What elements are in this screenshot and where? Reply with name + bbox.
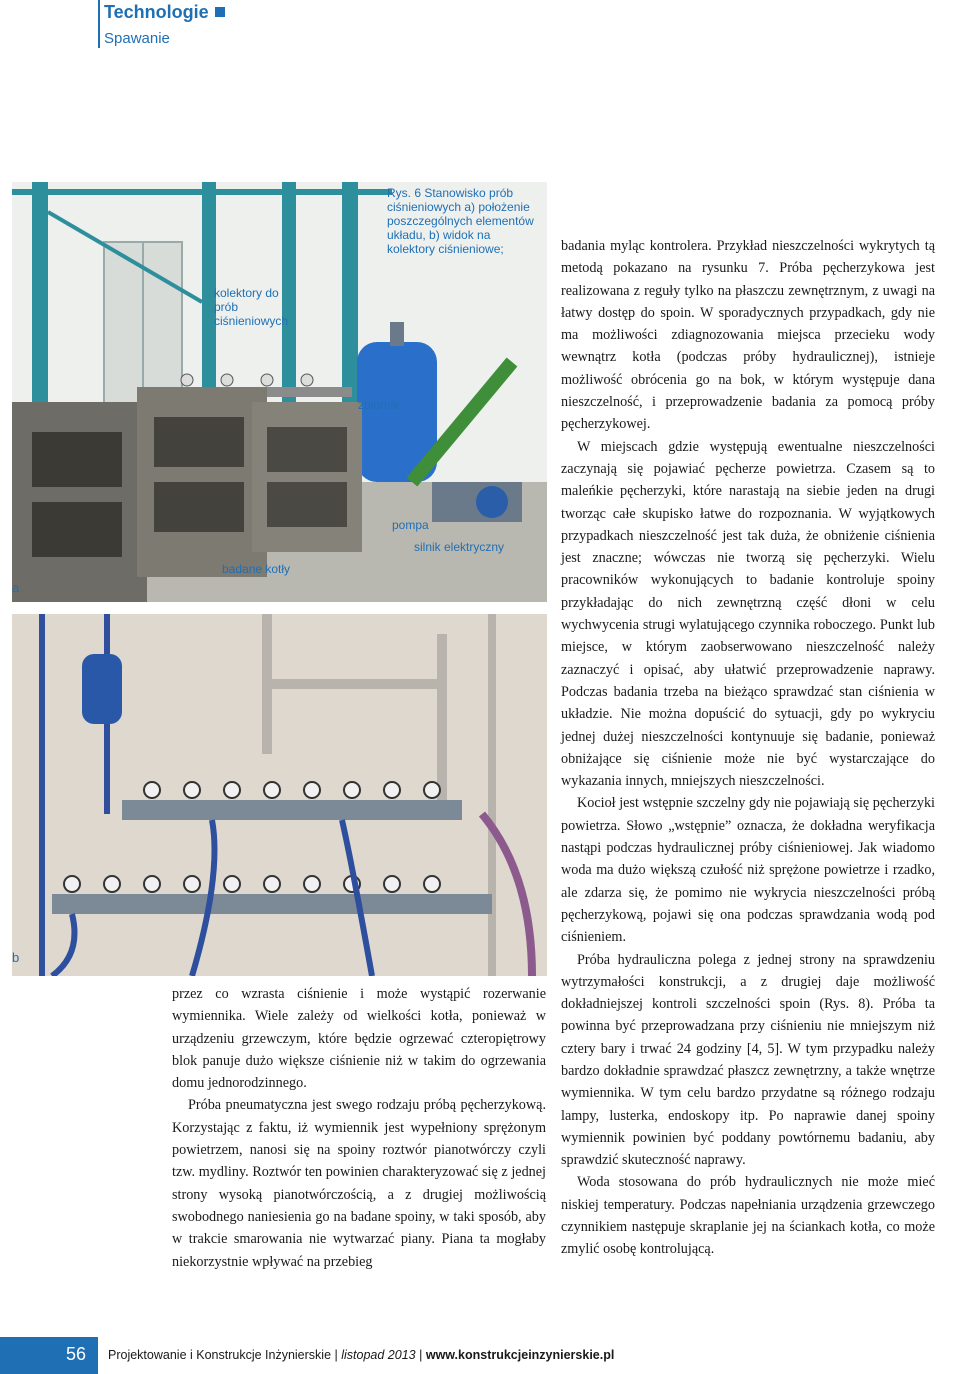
- page-number: 56: [66, 1344, 87, 1364]
- label-silnik: silnik elektryczny: [414, 540, 505, 554]
- paragraph: badania myląc kontrolera. Przykład nieszczelności wykrytych tą metodą pokazano na rysunku 7. Próba pęcherzykowa jest realizowana z reguły tylko na płaszczu zewnętrznym, z uwagi na łatwy dostęp do spoin. W sporadycznych przypadkach, gdy nie ma możliwości zdiagnozowania miejsca przecieku wody wewnątrz kotła (podczas próby hydraulicznej), istnieje możliwość obrócenia go na bok, w którym występuje dana nieszczelność, i przeprowadzenie badania za pomocą próby pęcherzykowej.: [561, 238, 935, 433]
- label-kolektory: kolektory do prób ciśnieniowych: [214, 286, 289, 328]
- panel-letter-b: b: [12, 950, 20, 965]
- section-subtitle: Spawanie: [104, 30, 170, 47]
- paragraph: Próba pneumatyczna jest swego rodzaju próbą pęcherzykową. Korzystając z faktu, iż wymiennik jest wypełniony sprężonym powietrzem, nanosi się na spoiny roztwór pianotwórczy czyli tzw. mydliny. Roztwór ten powinien charakteryzować się z jednej strony wysoką pianotwórczością, a z drugiej możliwością swobodnego naniesienia go na badane spoiny, w taki sposób, aby w trakcie smarowania nie wytwarzać piany. Piana ta mogłaby niekorzystnie wpływać na przebieg: [172, 1097, 546, 1270]
- section-title: Technologie: [104, 2, 225, 23]
- square-icon: [215, 7, 225, 17]
- header-rule: [98, 0, 100, 48]
- footer-separator: |: [419, 1348, 423, 1362]
- footer-separator: |: [334, 1348, 338, 1362]
- label-pompa: pompa: [392, 518, 429, 532]
- figure-photo-b: [12, 614, 547, 976]
- right-column: [561, 235, 935, 1261]
- panel-letter-a: a: [12, 580, 20, 595]
- paragraph: Próba hydrauliczna polega z jednej strony na sprawdzeniu wytrzymałości konstrukcji, a z drugiej daje możliwość dokładniejszej kontroli szczelności spoin (Rys. 8). Próba ta powinna być przeprowadzana przy ciśnieniu nie mniejszym niż cztery bary i trwać 24 godziny [4, 5]. W tym przypadku należy bardzo dokładnie sprawdzać płaszcz zewnętrzny, a także wnętrze wymiennika. W tym celu bardzo przydatne są różnego rodzaju lampy, lusterka, endoskopy itp. Po naprawie danej spoiny wymiennik powinien być poddany powtórnemu badaniu, aby sprawdzić skuteczność naprawy.: [561, 951, 935, 1169]
- figure-caption: Rys. 6 Stanowisko prób ciśnieniowych a) położenie poszczególnych elementów układu, b) widok na kolektory ciśnieniowe;: [387, 186, 534, 256]
- left-column: [172, 983, 546, 1273]
- issue-date: listopad 2013: [341, 1348, 416, 1362]
- paragraph: W miejscach gdzie występują ewentualne nieszczelności zaczynają się pojawiać pęcherze powietrza. Czasem są to maleńkie pęcherzyki, które narastają na siebie jeden na drugi tworząc całe skupisko łatwe do rozpoznania. W wyjątkowych przypadkach nieszczelność jest tak duża, że obniżenie ciśnienia jest znaczne; wówczas nie tworzą się pęcherzyki. Wielu pracowników wykonujących to badanie kontroluje spoiny przykładając do nich zewnętrzną część dłoni w celu wychwycenia strugi wylatującego czynnika roboczego. Punkt lub miejsce, w którym zaobserwowano nieszczelność należy zaznaczyć i opisać, aby ułatwić przeprowadzenie naprawy. Podczas badania trzeba na bieżąco sprawdzać stan ciśnienia w układzie. Nie można dopuścić do sytuacji, gdy po wykryciu jednej dużej nieszczelności kontynuuje się badanie, ponieważ obniżające się ciśnienie może nie być wystarczające do wykazania innych, mniejszych nieszczelności.: [561, 438, 935, 790]
- paragraph: Woda stosowana do prób hydraulicznych nie może mieć niskiej temperatury. Podczas napełniania urządzenia grzewczego czynnikiem następuje skraplanie jej na ściankach kotła, co może zmylić osobę kontrolującą.: [561, 1174, 935, 1258]
- journal-name: Projektowanie i Konstrukcje Inżynierskie: [108, 1348, 332, 1362]
- label-kotly: badane kotły: [222, 562, 291, 576]
- footer-info: [108, 1348, 614, 1362]
- website-link[interactable]: www.konstrukcjeinzynierskie.pl: [425, 1348, 615, 1362]
- label-zbiornik: zbiornik: [358, 398, 400, 412]
- paragraph: Kocioł jest wstępnie szczelny gdy nie pojawiają się pęcherzyki powietrza. Słowo „wstępnie” oznacza, że dokładna weryfikacja nastąpi podczas hydraulicznej próby ciśnieniowej. Jak wiadomo woda ma dużo większą czułość niż sprężone powietrze i rzadko, ale zdarza się, że pomimo nie wykrycia nieszczelności próbą pęcherzykową, pojawi się ona podczas sprawdzania wodą pod ciśnieniem.: [561, 795, 935, 946]
- paragraph: przez co wzrasta ciśnienie i może wystąpić rozerwanie wymiennika. Wiele zależy od wielkości kotła, ponieważ w urządzeniu grzewczym, które będzie ogrzewać czteropiętrowy blok panuje dużo większe ciśnienie niż w takim do ogrzewania domu jednorodzinnego.: [172, 986, 546, 1092]
